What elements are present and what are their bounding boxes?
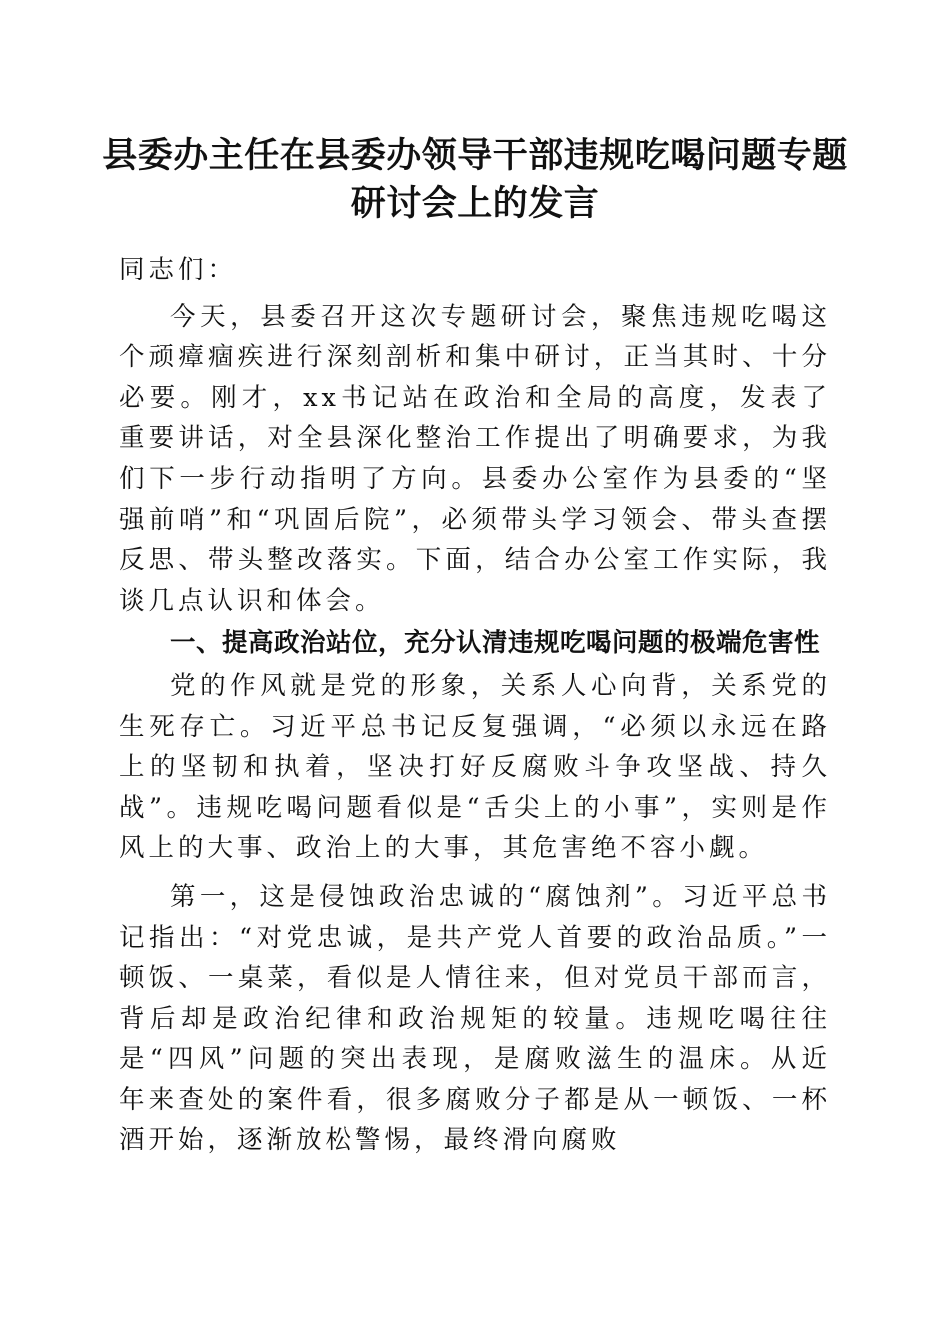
salutation: 同志们： <box>119 255 238 285</box>
document-title: 县委办主任在县委办领导干部违规吃喝问题专题研讨会上的发言 <box>102 135 848 224</box>
section-paragraph: 第一，这是侵蚀政治忠诚的“腐蚀剂”。习近平总书记指出：“对党忠诚，是共产党人首要的政治品质。”一顿饭、一桌菜，看似是人情往来，但对党员干部而言，背后却是政治纪律和政治规矩的较量。违规吃喝往往是“四风”问题的突出表现，是腐败滋生的温床。从近年来查处的案件看，很多腐败分子都是从一顿饭、一杯酒开始，逐渐放松警惕，最终滑向腐败 <box>119 881 831 1156</box>
document-body <box>119 250 831 1161</box>
section-paragraph: 党的作风就是党的形象，关系人心向背，关系党的生死存亡。习近平总书记反复强调，“必须以永远在路上的坚韧和执着，坚决打好反腐败斗争攻坚战、持久战”。违规吃喝问题看似是“舌尖上的小事”，实则是作风上的大事、政治上的大事，其危害绝不容小觑。 <box>119 670 831 864</box>
intro-paragraph: 今天，县委召开这次专题研讨会，聚焦违规吃喝这个顽瘴痼疾进行深刻剖析和集中研讨，正当其时、十分必要。刚才，xx书记站在政治和全局的高度，发表了重要讲话，对全县深化整治工作提出了明确要求，为我们下一步行动指明了方向。县委办公室作为县委的“坚强前哨”和“巩固后院”，必须带头学习领会、带头查摆反思、带头整改落实。下面，结合办公室工作实际，我谈几点认识和体会。 <box>119 301 831 616</box>
section-heading: 一、提高政治站位，充分认清违规吃喝问题的极端危害性 <box>170 628 821 659</box>
